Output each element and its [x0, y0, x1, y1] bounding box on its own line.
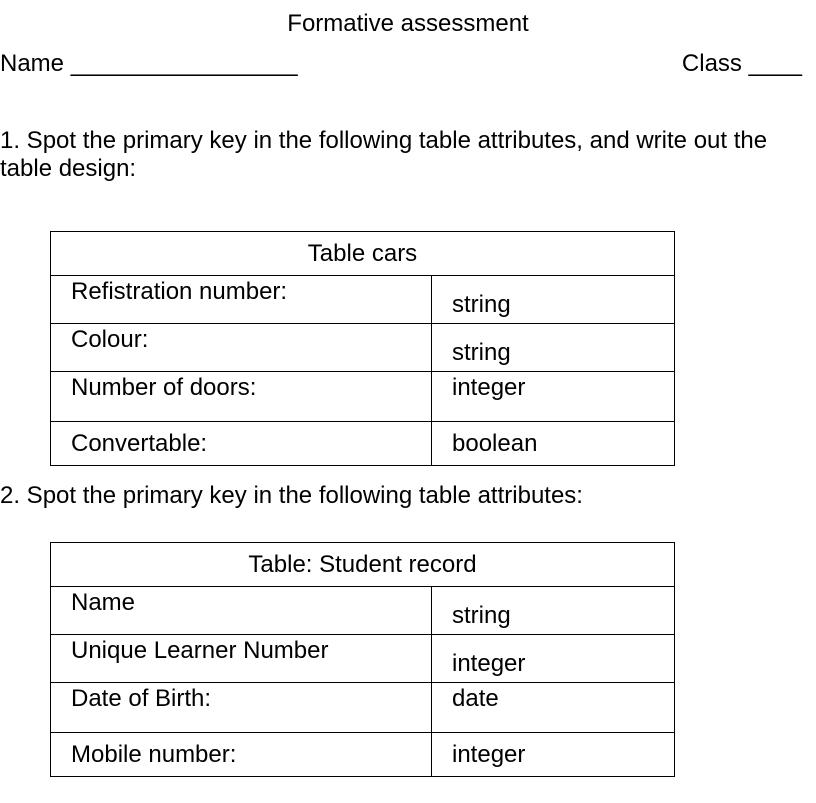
class-field: Class ____	[681, 50, 802, 77]
question-2-text: 2. Spot the primary key in the following table attributes:	[0, 482, 583, 509]
attribute-cell: Date of Birth:	[51, 683, 432, 733]
attribute-cell: Unique Learner Number	[51, 635, 432, 683]
attribute-cell: Mobile number:	[51, 733, 432, 777]
table-title: Table cars	[51, 232, 675, 276]
cars-table	[50, 231, 675, 466]
type-cell: boolean	[432, 422, 675, 466]
name-field: Name _________________	[0, 50, 298, 77]
table-row	[51, 587, 675, 635]
type-cell: string	[432, 276, 675, 324]
attribute-cell: Colour:	[51, 324, 432, 372]
table-row	[51, 324, 675, 372]
attribute-cell: Number of doors:	[51, 372, 432, 422]
table-header-row	[51, 543, 675, 587]
attribute-cell: Refistration number:	[51, 276, 432, 324]
type-cell: integer	[432, 372, 675, 422]
table-row	[51, 276, 675, 324]
table-row	[51, 372, 675, 422]
attribute-cell: Convertable:	[51, 422, 432, 466]
attribute-cell: Name	[51, 587, 432, 635]
type-cell: integer	[432, 733, 675, 777]
type-cell: string	[432, 324, 675, 372]
type-cell: string	[432, 587, 675, 635]
type-cell: integer	[432, 635, 675, 683]
type-cell: date	[432, 683, 675, 733]
page-title: Formative assessment	[287, 10, 529, 37]
question-1-text: 1. Spot the primary key in the following table attributes, and write out the table design:	[0, 127, 768, 182]
table-row	[51, 635, 675, 683]
table-row	[51, 422, 675, 466]
student-record-table	[50, 542, 675, 777]
table-title: Table: Student record	[51, 543, 675, 587]
table-row	[51, 733, 675, 777]
table-row	[51, 683, 675, 733]
table-header-row	[51, 232, 675, 276]
